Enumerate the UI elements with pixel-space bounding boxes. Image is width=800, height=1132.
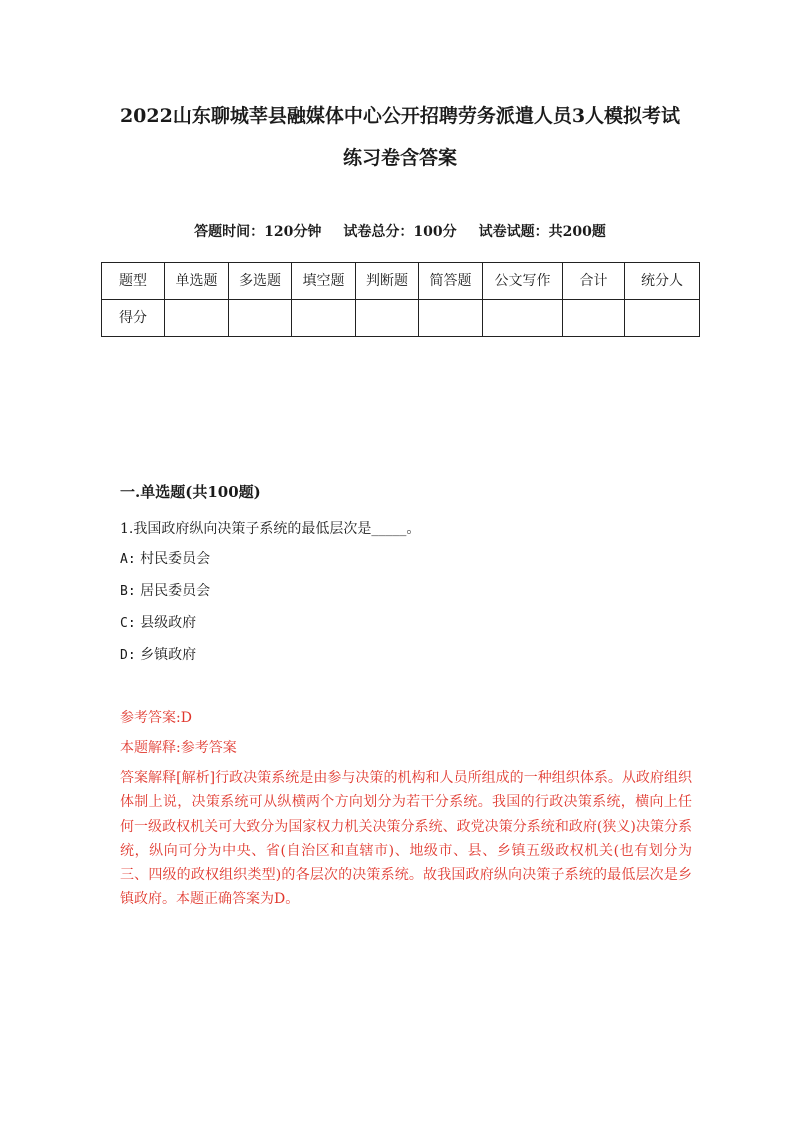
score-table-header: 统分人 bbox=[625, 263, 700, 300]
score-cell bbox=[292, 300, 356, 337]
option-letter: C: bbox=[120, 616, 136, 631]
exam-time: 答题时间：120分钟 bbox=[194, 224, 322, 240]
score-table bbox=[101, 262, 700, 337]
option-text: 乡镇政府 bbox=[140, 647, 197, 663]
document-title-line-1: 2022山东聊城莘县融媒体中心公开招聘劳务派遣人员3人模拟考试 bbox=[119, 105, 681, 127]
explanation-label: 本题解释:参考答案 bbox=[120, 740, 237, 756]
option-a bbox=[120, 549, 210, 570]
exam-question-count: 试卷试题：共200题 bbox=[478, 224, 606, 240]
exam-info bbox=[100, 222, 700, 242]
score-table-score-row bbox=[102, 300, 700, 337]
score-cell bbox=[625, 300, 700, 337]
score-cell bbox=[165, 300, 229, 337]
score-table-header: 简答题 bbox=[419, 263, 483, 300]
score-row-label: 得分 bbox=[102, 300, 165, 337]
score-table-header: 多选题 bbox=[229, 263, 292, 300]
reference-answer: 参考答案:D bbox=[120, 710, 192, 726]
question-text: 1.我国政府纵向决策子系统的最低层次是_____。 bbox=[120, 521, 421, 537]
option-text: 村民委员会 bbox=[140, 551, 211, 567]
option-letter: B: bbox=[120, 584, 136, 599]
score-table-header: 判断题 bbox=[356, 263, 419, 300]
option-letter: D: bbox=[120, 648, 136, 663]
document-title-line-2: 练习卷含答案 bbox=[342, 147, 457, 169]
score-table-header-row bbox=[102, 263, 700, 300]
score-table-header: 题型 bbox=[102, 263, 165, 300]
score-cell bbox=[419, 300, 483, 337]
score-table-header: 单选题 bbox=[165, 263, 229, 300]
option-text: 县级政府 bbox=[140, 615, 197, 631]
score-table-header: 公文写作 bbox=[483, 263, 563, 300]
score-table-header: 合计 bbox=[563, 263, 625, 300]
score-cell bbox=[229, 300, 292, 337]
option-text: 居民委员会 bbox=[140, 583, 211, 599]
score-cell bbox=[483, 300, 563, 337]
score-table-header: 填空题 bbox=[292, 263, 356, 300]
option-letter: A: bbox=[120, 552, 136, 567]
option-b bbox=[120, 581, 210, 602]
explanation-text: 答案解释[解析]行政决策系统是由参与决策的机构和人员所组成的一种组织体系。从政府组织体制上说，决策系统可从纵横两个方向划分为若干分系统。我国的行政决策系统，横向上任何一级政权机关可大致分为国家权力机关决策分系统、政党决策分系统和政府(狭义)决策分系统，纵向可分为中央、省(自治区和直辖市)、地级市、县、乡镇五级政权机关(也有划分为三、四级的政权组织类型)的各层次的决策系统。故我国政府纵向决策子系统的最低层次是乡镇政府。本题正确答案为D。 bbox=[120, 770, 692, 908]
score-cell bbox=[356, 300, 419, 337]
score-cell bbox=[563, 300, 625, 337]
option-d bbox=[120, 645, 196, 666]
exam-total-score: 试卷总分：100分 bbox=[343, 224, 457, 240]
option-c bbox=[120, 613, 196, 634]
section-heading: 一.单选题(共100题) bbox=[120, 483, 261, 501]
